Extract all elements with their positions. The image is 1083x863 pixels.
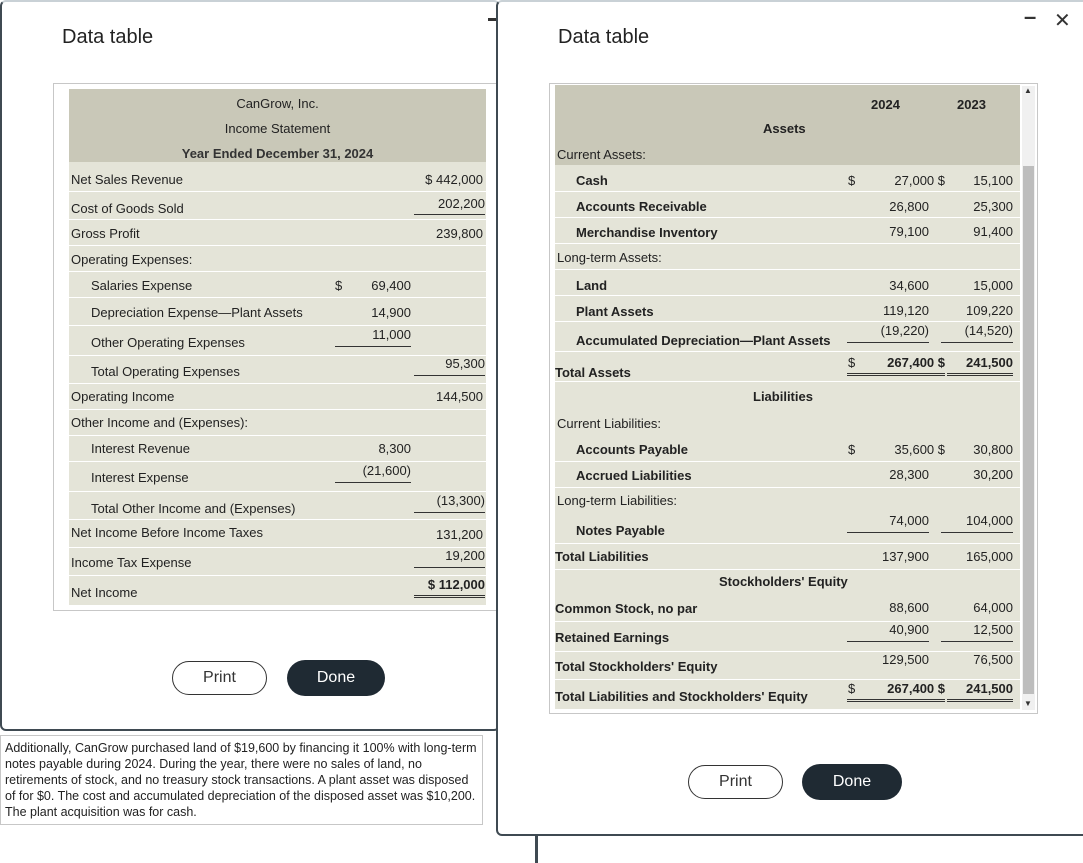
row-operating-expenses: [69, 245, 486, 272]
value-2024: 40,900: [847, 622, 929, 642]
dialog-edge-mark: [488, 18, 496, 21]
row-accumulated-depreciation: [555, 321, 1020, 352]
balance-sheet-dialog: [496, 0, 1083, 836]
value-2023: 30,200: [973, 467, 1013, 482]
value-2024: 88,600: [889, 600, 929, 615]
row-sub-value: 8,300: [378, 441, 411, 456]
row-label: Gross Profit: [71, 226, 140, 241]
row-label: Long-term Assets:: [557, 250, 662, 265]
net-income-value: $ 112,000: [414, 577, 485, 598]
row-total-value: 95,300: [414, 356, 485, 376]
row-common-stock: [555, 593, 1020, 622]
row-longterm-assets: [555, 243, 1020, 270]
value-2023: 15,100: [973, 173, 1013, 188]
row-total-equity: [555, 651, 1020, 680]
value-2024: (19,220): [847, 323, 929, 343]
row-retained-earnings: [555, 621, 1020, 652]
row-label: Accrued Liabilities: [576, 468, 692, 483]
row-label: Total Other Income and (Expenses): [91, 501, 296, 516]
row-depreciation: [69, 297, 486, 326]
total-lse-2024: 267,400 $: [847, 681, 945, 702]
row-total-value: $ 442,000: [425, 172, 483, 187]
row-accrued-liabilities: [555, 461, 1020, 488]
value-2024: 27,000 $: [894, 173, 945, 188]
row-label: Cost of Goods Sold: [71, 201, 184, 216]
row-label: Notes Payable: [576, 523, 665, 538]
row-total-liabilities: [555, 543, 1020, 570]
dollar-sign: $: [848, 442, 856, 457]
value-2023: 12,500: [941, 622, 1013, 642]
dollar-sign: $: [848, 173, 856, 188]
value-2024: 129,500: [882, 652, 929, 667]
row-salaries: [69, 271, 486, 298]
row-label: Other Income and (Expenses):: [71, 415, 249, 430]
row-total-opex: [69, 355, 486, 384]
value-2023: 25,300: [973, 199, 1013, 214]
scroll-down-arrow-icon[interactable]: ▼: [1024, 699, 1032, 708]
row-accounts-receivable: [555, 191, 1020, 218]
value-2023: 109,220: [966, 303, 1013, 318]
row-label: Interest Revenue: [91, 441, 191, 456]
row-interest-expense: [69, 461, 486, 492]
row-label: Interest Expense: [91, 470, 189, 485]
income-statement-table: [69, 89, 486, 605]
row-label: Depreciation Expense—Plant Assets: [91, 305, 303, 320]
dollar-sign: $: [335, 278, 343, 293]
row-label: Operating Income: [71, 389, 175, 404]
row-label: Total Liabilities and Stockholders' Equity: [555, 689, 808, 704]
year-2024-header: 2024: [871, 97, 900, 112]
additional-info-note: Additionally, CanGrow purchased land of $19,600 by financing it 100% with long-term notes payable during 2024. During the year, there were no sales of land, no retirements of stock, and no treasury stock transactions. A plant asset was disposed of for $0. The cost and accumulated depreciation of the disposed asset was $10,200. The plant acquisition was for cash.: [0, 735, 483, 825]
dialog-title: Data table: [558, 26, 650, 48]
print-button[interactable]: Print: [688, 765, 783, 799]
row-income-before-tax: [69, 519, 486, 548]
current-liabilities-label: Current Liabilities:: [557, 416, 662, 431]
value-2023: 104,000: [941, 513, 1013, 533]
row-label: Total Stockholders' Equity: [555, 659, 718, 674]
row-label: Accounts Payable: [576, 442, 688, 457]
row-operating-income: [69, 383, 486, 410]
row-income-tax: [69, 547, 486, 576]
row-total-other: [69, 491, 486, 520]
row-notes-payable: [555, 509, 1020, 544]
row-cash: [555, 165, 1020, 192]
row-total-value: 19,200: [414, 548, 485, 568]
value-2023: 165,000: [966, 549, 1013, 564]
row-label: Retained Earnings: [555, 630, 670, 645]
minimize-icon[interactable]: –: [1024, 4, 1037, 29]
row-label: Common Stock, no par: [555, 601, 698, 616]
row-total-value: 202,200: [414, 196, 485, 215]
dialog-title: Data table: [62, 26, 154, 48]
balance-sheet-table: [555, 85, 1020, 709]
row-label: Other Operating Expenses: [91, 335, 245, 350]
row-total-value: 239,800: [436, 226, 483, 241]
row-label: Salaries Expense: [91, 278, 193, 293]
row-sub-value: 11,000: [335, 327, 411, 347]
dollar-sign: $: [848, 355, 856, 370]
row-sub-value: 69,400: [371, 278, 411, 293]
row-label: Accumulated Depreciation—Plant Assets: [576, 333, 831, 348]
done-button[interactable]: Done: [802, 764, 902, 800]
row-label: Merchandise Inventory: [576, 225, 718, 240]
value-2023: 15,000: [973, 278, 1013, 293]
total-lse-2023: 241,500: [947, 681, 1013, 702]
done-button[interactable]: Done: [287, 660, 385, 696]
income-statement-dialog: [0, 0, 500, 731]
row-label: Net Sales Revenue: [71, 172, 184, 187]
value-2024: 35,600 $: [894, 442, 945, 457]
row-label: Operating Expenses:: [71, 252, 193, 267]
row-total-liabilities-equity: [555, 679, 1020, 709]
row-total-value: 131,200: [436, 527, 483, 542]
row-land: [555, 269, 1020, 296]
row-label: Net Income: [71, 585, 138, 600]
background-divider: [535, 836, 538, 863]
dollar-sign: $: [848, 681, 856, 696]
total-assets-2024: 267,400 $: [847, 355, 945, 376]
row-label: Total Assets: [555, 365, 631, 380]
value-2023: 64,000: [973, 600, 1013, 615]
row-label: Total Liabilities: [555, 549, 649, 564]
row-total-assets: [555, 351, 1020, 382]
row-label: Total Operating Expenses: [91, 364, 240, 379]
row-interest-revenue: [69, 435, 486, 462]
current-assets-label: Current Assets:: [557, 147, 646, 162]
row-other-opex: [69, 325, 486, 356]
row-label: Land: [576, 278, 608, 293]
value-2024: 34,600: [889, 278, 929, 293]
row-accounts-payable: [555, 435, 1020, 462]
row-sub-value: 14,900: [371, 305, 411, 320]
row-sub-value: (21,600): [335, 463, 411, 483]
row-other-income: [69, 409, 486, 436]
stockholders-equity-header: Stockholders' Equity: [719, 574, 848, 589]
row-net-sales: [69, 165, 486, 192]
row-total-value: 144,500: [436, 389, 483, 404]
row-label: Plant Assets: [576, 304, 654, 319]
row-net-income: [69, 575, 486, 605]
value-2024: 119,120: [882, 303, 929, 318]
row-label: Cash: [576, 173, 608, 188]
year-2023-header: 2023: [957, 97, 986, 112]
row-cogs: [69, 191, 486, 220]
row-gross-profit: [69, 219, 486, 246]
longterm-liabilities-label: Long-term Liabilities:: [557, 493, 677, 508]
scrollbar-thumb[interactable]: [1023, 166, 1034, 694]
row-total-value: (13,300): [414, 493, 485, 513]
print-button[interactable]: Print: [172, 661, 267, 695]
value-2023: (14,520): [941, 323, 1013, 343]
statement-period: Year Ended December 31, 2024: [181, 146, 374, 161]
assets-header: Assets: [763, 121, 806, 136]
value-2023: 91,400: [973, 224, 1013, 239]
total-assets-2023: 241,500: [947, 355, 1013, 376]
liabilities-header: Liabilities: [753, 389, 813, 404]
row-plant-assets: [555, 295, 1020, 322]
value-2024: 79,100: [889, 224, 929, 239]
row-label: Accounts Receivable: [576, 199, 707, 214]
row-inventory: [555, 217, 1020, 244]
value-2023: 76,500: [973, 652, 1013, 667]
value-2023: 30,800: [973, 442, 1013, 457]
row-label: Income Tax Expense: [71, 555, 192, 570]
close-icon[interactable]: ✕: [1054, 10, 1071, 32]
value-2024: 28,300: [889, 467, 929, 482]
statement-name: Income Statement: [224, 121, 331, 136]
company-name: CanGrow, Inc.: [236, 96, 319, 111]
value-2024: 26,800: [889, 199, 929, 214]
value-2024: 137,900: [882, 549, 929, 564]
row-label: Net Income Before Income Taxes: [71, 525, 263, 540]
scroll-up-arrow-icon[interactable]: ▲: [1024, 86, 1032, 95]
value-2024: 74,000: [847, 513, 929, 533]
